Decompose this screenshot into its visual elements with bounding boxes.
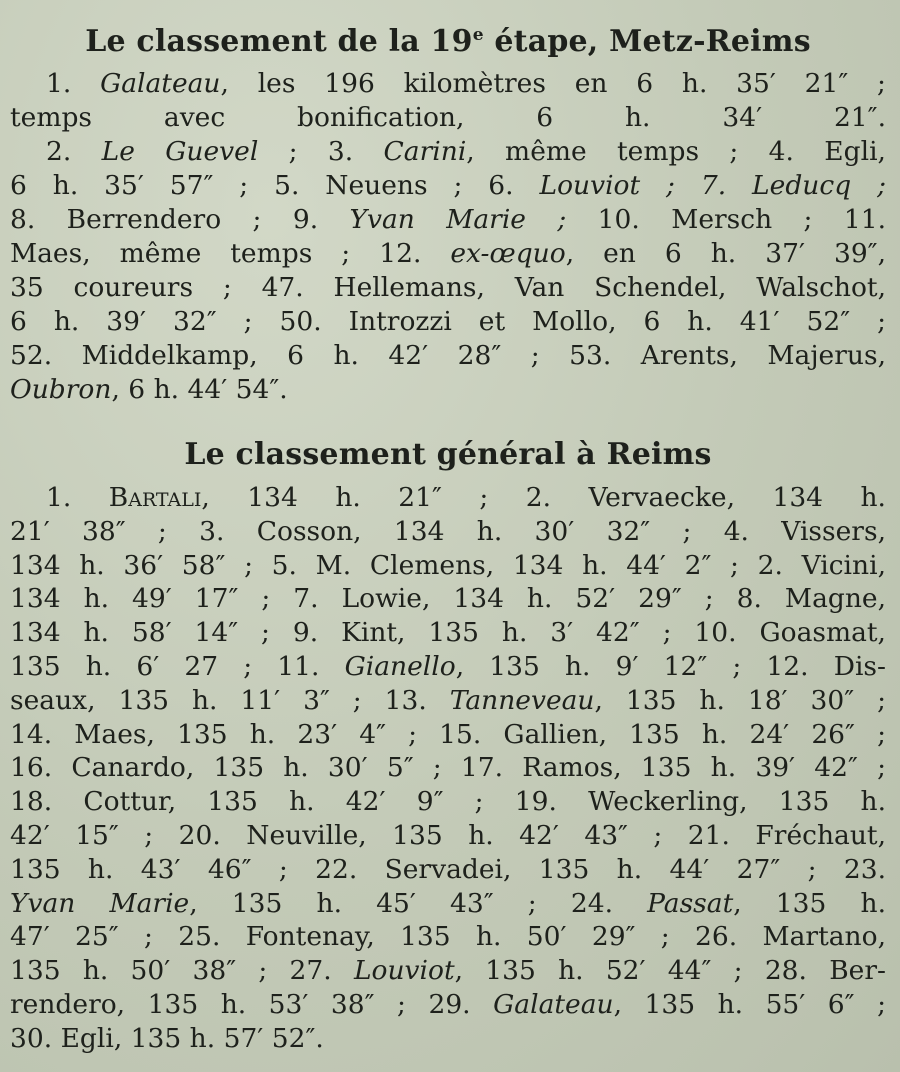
stage-results-title <box>10 14 886 63</box>
text-run: 47′ 25″ ; 25. Fontenay, 135 h. 50′ 29″ ; 26. Martano, <box>10 921 886 953</box>
general-text-line <box>10 920 886 954</box>
text-run: Maes, même temps ; 12. <box>10 238 451 269</box>
text-run: 6 h. 39′ 32″ ; 50. Introzzi et Mollo, 6 h. 41′ 52″ ; <box>10 306 886 337</box>
text-run: , 135 h. <box>733 887 887 919</box>
text-run: 16. Canardo, 135 h. 30′ 5″ ; 17. Ramos, 135 h. 39′ 42″ ; <box>10 752 886 784</box>
rider-name-italic: Carini <box>383 136 467 167</box>
rider-name-italic: ex-œquo <box>450 238 566 269</box>
text-run: 135 h. 43′ 46″ ; 22. Servadei, 135 h. 44′ 27″ ; 23. <box>10 853 886 885</box>
general-text-line <box>10 549 886 583</box>
rider-name-italic: Le Guevel <box>101 136 259 167</box>
text-run: 10. Mersch ; 11. <box>566 204 887 235</box>
stage-text-line <box>10 169 886 203</box>
stage-title-part1: Le classement de la 19 <box>85 24 473 59</box>
text-run: 6 h. 35′ 57″ ; 5. Neuens ; 6. <box>10 170 540 201</box>
text-run: seaux, 135 h. 11′ 3″ ; 13. <box>10 684 450 716</box>
general-text-line <box>10 954 886 988</box>
stage-title-superscript: e <box>472 25 484 45</box>
general-text-line <box>10 751 886 785</box>
text-run: temps avec bonification, 6 h. 34′ 21″. <box>10 102 886 133</box>
stage-text-line <box>10 135 886 169</box>
rider-name-italic: Galateau <box>100 68 221 99</box>
text-run: 42′ 15″ ; 20. Neuville, 135 h. 42′ 43″ ; 21. Fréchaut, <box>10 819 886 851</box>
text-run: , même temps ; 4. Egli, <box>466 136 886 167</box>
text-run: 30. Egli, 135 h. 57′ 52″. <box>10 1022 324 1054</box>
general-text-line <box>10 1022 886 1056</box>
general-text-line <box>10 582 886 616</box>
text-run: , en 6 h. 37′ 39″, <box>565 238 886 269</box>
text-run: 2. <box>46 136 102 167</box>
stage-text-line <box>10 339 886 373</box>
stage-text-line <box>10 67 886 101</box>
text-run: , 134 h. 21″ ; 2. Vervaecke, 134 h. <box>201 482 886 513</box>
text-run: 21′ 38″ ; 3. Cosson, 134 h. 30′ 32″ ; 4. Vissers, <box>10 515 886 547</box>
text-run: 1. <box>46 482 109 513</box>
rider-name-italic: Galateau <box>493 988 614 1020</box>
general-text-line <box>10 684 886 718</box>
rider-name-italic: Louviot ; 7. Leducq ; <box>539 170 886 201</box>
rider-name-italic: Tanneveau <box>449 684 595 716</box>
stage-text-line <box>10 203 886 237</box>
text-run: 52. Middelkamp, 6 h. 42′ 28″ ; 53. Arents, Majerus, <box>10 340 886 371</box>
text-run: 134 h. 58′ 14″ ; 9. Kint, 135 h. 3′ 42″ ; 10. Goasmat, <box>10 617 886 649</box>
text-run: 134 h. 36′ 58″ ; 5. M. Clemens, 134 h. 44′ 2″ ; 2. Vicini, <box>10 549 886 581</box>
stage-text-line <box>10 373 886 407</box>
text-run: , 135 h. 55′ 6″ ; <box>613 988 886 1020</box>
stage-text-line <box>10 305 886 339</box>
general-text-line <box>10 515 886 549</box>
text-run: , 135 h. 18′ 30″ ; <box>594 684 886 716</box>
text-run: 8. Berrendero ; 9. <box>10 204 350 235</box>
stage-text-line <box>10 237 886 271</box>
text-run: , les 196 kilomètres en 6 h. 35′ 21″ ; <box>220 68 886 99</box>
general-classification-paragraph <box>10 481 886 1056</box>
rider-name-italic: Oubron <box>10 374 112 405</box>
general-text-line <box>10 785 886 819</box>
stage-text-line <box>10 271 886 305</box>
text-run: 135 h. 50′ 38″ ; 27. <box>10 955 354 987</box>
general-text-line <box>10 650 886 684</box>
text-run: 1. <box>46 68 101 99</box>
text-run: , 6 h. 44′ 54″. <box>111 374 288 405</box>
rider-name-italic: Yvan Marie ; <box>349 204 567 235</box>
text-run: ; 3. <box>258 136 384 167</box>
general-text-line <box>10 718 886 752</box>
text-run: , 135 h. 9′ 12″ ; 12. Dis- <box>455 650 886 682</box>
stage-results-paragraph <box>10 67 886 407</box>
general-text-line <box>10 887 886 921</box>
text-run: 135 h. 6′ 27 ; 11. <box>10 650 345 682</box>
text-run: 134 h. 49′ 17″ ; 7. Lowie, 134 h. 52′ 29″ ; 8. Magne, <box>10 583 886 615</box>
stage-title-part2: étape, Metz-Reims <box>483 24 811 59</box>
general-text-line <box>10 988 886 1022</box>
general-classification-title: Le classement général à Reims <box>184 437 712 472</box>
rider-name-italic: Passat <box>647 887 734 919</box>
text-run: rendero, 135 h. 53′ 38″ ; 29. <box>10 988 494 1020</box>
text-run: , 135 h. 45′ 43″ ; 24. <box>189 887 648 919</box>
general-text-line <box>10 616 886 650</box>
general-text-line <box>10 853 886 887</box>
rider-name-italic: Yvan Marie <box>10 887 190 919</box>
stage-text-line <box>10 101 886 135</box>
text-run: 35 coureurs ; 47. Hellemans, Van Schendel, Walschot, <box>10 272 886 303</box>
general-text-line <box>10 481 886 515</box>
rider-name-italic: Louviot <box>353 955 455 987</box>
text-run: 14. Maes, 135 h. 23′ 4″ ; 15. Gallien, 135 h. 24′ 26″ ; <box>10 718 886 750</box>
rider-name-italic: Gianello <box>344 650 456 682</box>
text-run: 18. Cottur, 135 h. 42′ 9″ ; 19. Weckerling, 135 h. <box>10 786 886 818</box>
general-text-line <box>10 819 886 853</box>
leader-name: Bartali <box>108 482 202 513</box>
text-run: , 135 h. 52′ 44″ ; 28. Ber- <box>454 955 886 987</box>
